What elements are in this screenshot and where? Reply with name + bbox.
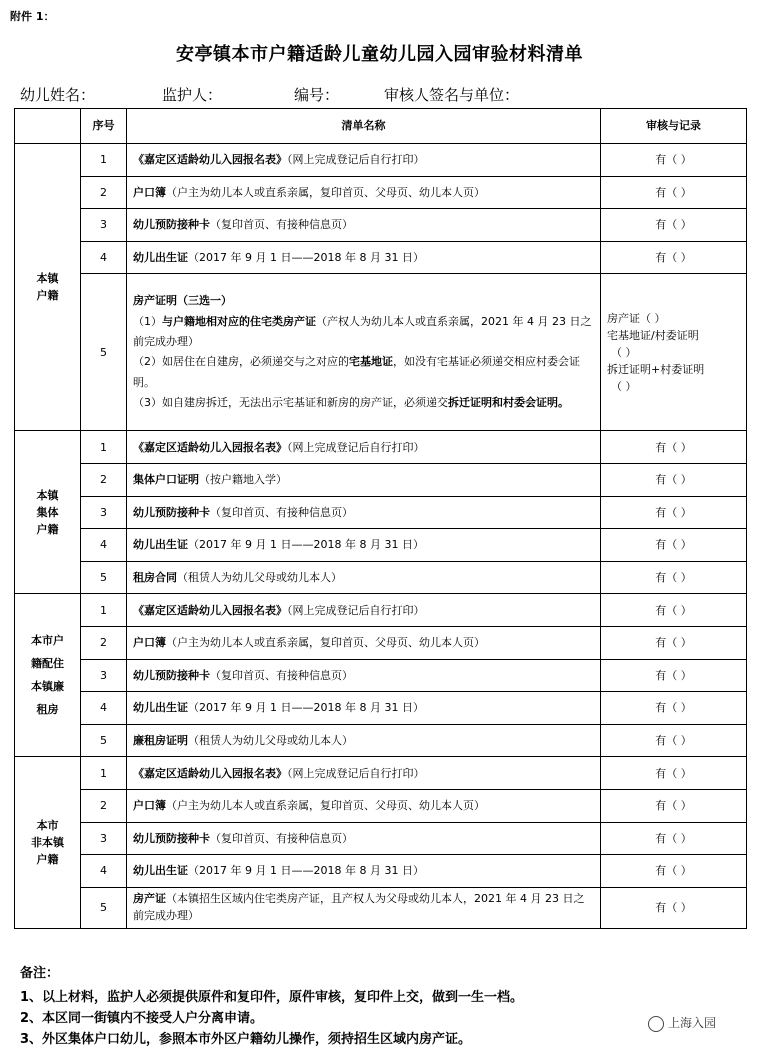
row-number: 4: [81, 241, 127, 274]
row-number: 2: [81, 176, 127, 209]
record-cell: 有（ ）: [601, 659, 747, 692]
category-cell-g1: 本镇 户籍: [15, 144, 81, 431]
item-name: 《嘉定区适龄幼儿入园报名表》（网上完成登记后自行打印）: [127, 144, 601, 177]
row-number: 3: [81, 496, 127, 529]
record-cell: 有（ ）: [601, 594, 747, 627]
row-number: 5: [81, 274, 127, 431]
table-row: [15, 241, 747, 274]
item-name: 幼儿出生证（2017 年 9 月 1 日——2018 年 8 月 31 日）: [127, 692, 601, 725]
row-number: 1: [81, 594, 127, 627]
note-2: 2、本区同一街镇内不接受人户分离申请。: [20, 1011, 264, 1026]
item-name-property: 房产证明（三选一） （1）与户籍地相对应的住宅类房产证（产权人为幼儿本人或直系亲属，2021 年 4 月 23 日之前完成办理） （2）如居住在自建房，必须递交与之对应的宅基地证，如没有宅基证必须递交相应村委会证明。 （3）如自建房拆迁，无法出示宅基证和新房的房产证，必须递交拆迁证明和村委会证明。: [127, 274, 601, 431]
item-name: 户口簿（户主为幼儿本人或直系亲属，复印首页、父母页、幼儿本人页）: [127, 789, 601, 822]
child-name-label: 幼儿姓名：: [20, 86, 96, 104]
reviewer-label: 审核人签名与单位：: [384, 86, 520, 104]
item-name: 《嘉定区适龄幼儿入园报名表》（网上完成登记后自行打印）: [127, 757, 601, 790]
note-1: 1、以上材料，监护人必须提供原件和复印件，原件审核，复印件上交，做到一生一档。: [20, 990, 524, 1005]
record-cell: 有（ ）: [601, 176, 747, 209]
record-cell: 有（ ）: [601, 561, 747, 594]
item-name: 廉租房证明（租赁人为幼儿父母或幼儿本人）: [127, 724, 601, 757]
table-row: [15, 724, 747, 757]
table-row: [15, 176, 747, 209]
category-cell-g4: 本市 非本镇 户籍: [15, 757, 81, 928]
row-number: 2: [81, 789, 127, 822]
record-cell: 有（ ）: [601, 887, 747, 928]
item-name: 房产证（本镇招生区域内住宅类房产证，且产权人为父母或幼儿本人，2021 年 4 月 23 日之前完成办理）: [127, 887, 601, 928]
record-cell: 有（ ）: [601, 757, 747, 790]
item-name: 幼儿预防接种卡（复印首页、有接种信息页）: [127, 822, 601, 855]
table-row: [15, 789, 747, 822]
row-number: 5: [81, 887, 127, 928]
row-number: 1: [81, 431, 127, 464]
table-row: [15, 822, 747, 855]
table-row: [15, 626, 747, 659]
record-cell: 有（ ）: [601, 144, 747, 177]
record-cell: 有（ ）: [601, 209, 747, 242]
item-name: 幼儿预防接种卡（复印首页、有接种信息页）: [127, 209, 601, 242]
row-number: 2: [81, 626, 127, 659]
record-cell-property: 房产证（ ） 宅基地证/村委证明 （ ） 拆迁证明+村委证明 （ ）: [601, 274, 747, 431]
notes-title: 备注：: [20, 966, 60, 981]
header-name: 清单名称: [127, 109, 601, 144]
item-name: 《嘉定区适龄幼儿入园报名表》（网上完成登记后自行打印）: [127, 431, 601, 464]
item-name: 《嘉定区适龄幼儿入园报名表》（网上完成登记后自行打印）: [127, 594, 601, 627]
row-number: 4: [81, 855, 127, 888]
table-row: [15, 274, 747, 431]
table-row: [15, 887, 747, 928]
record-cell: 有（ ）: [601, 626, 747, 659]
row-number: 3: [81, 209, 127, 242]
record-cell: 有（ ）: [601, 724, 747, 757]
table-row: [15, 529, 747, 562]
row-number: 5: [81, 724, 127, 757]
record-cell: 有（ ）: [601, 241, 747, 274]
row-number: 4: [81, 692, 127, 725]
table-row: [15, 757, 747, 790]
wechat-icon: [648, 1016, 664, 1032]
attachment-label: 附件 1：: [10, 10, 55, 23]
item-name: 户口簿（户主为幼儿本人或直系亲属，复印首页、父母页、幼儿本人页）: [127, 176, 601, 209]
record-cell: 有（ ）: [601, 692, 747, 725]
record-cell: 有（ ）: [601, 789, 747, 822]
record-cell: 有（ ）: [601, 822, 747, 855]
record-cell: 有（ ）: [601, 496, 747, 529]
item-name: 租房合同（租赁人为幼儿父母或幼儿本人）: [127, 561, 601, 594]
row-number: 5: [81, 561, 127, 594]
item-name: 幼儿出生证（2017 年 9 月 1 日——2018 年 8 月 31 日）: [127, 529, 601, 562]
category-cell-g2: 本镇 集体 户籍: [15, 431, 81, 594]
table-row: [15, 692, 747, 725]
header-category: [15, 109, 81, 144]
table-row: [15, 496, 747, 529]
row-number: 2: [81, 463, 127, 496]
table-header-row: [15, 109, 747, 144]
table-row: [15, 144, 747, 177]
guardian-label: 监护人：: [162, 86, 223, 104]
header-record: 审核与记录: [601, 109, 747, 144]
record-cell: 有（ ）: [601, 855, 747, 888]
category-cell-g3: 本市户 籍配住 本镇廉 租房: [15, 594, 81, 757]
row-number: 1: [81, 757, 127, 790]
materials-table: [14, 108, 747, 929]
header-no: 序号: [81, 109, 127, 144]
row-number: 4: [81, 529, 127, 562]
number-label: 编号：: [294, 86, 340, 104]
note-3: 3、外区集体户口幼儿，参照本市外区户籍幼儿操作，须持招生区域内房产证。: [20, 1032, 472, 1047]
record-cell: 有（ ）: [601, 431, 747, 464]
item-name: 幼儿预防接种卡（复印首页、有接种信息页）: [127, 659, 601, 692]
item-name: 幼儿预防接种卡（复印首页、有接种信息页）: [127, 496, 601, 529]
watermark: 上海入园: [648, 1014, 716, 1032]
table-row: [15, 561, 747, 594]
row-number: 3: [81, 822, 127, 855]
table-row: [15, 594, 747, 627]
table-row: [15, 659, 747, 692]
page-title: 安亭镇本市户籍适龄儿童幼儿园入园审验材料清单: [176, 44, 583, 65]
record-cell: 有（ ）: [601, 463, 747, 496]
table-row: [15, 855, 747, 888]
table-row: [15, 463, 747, 496]
table-row: [15, 209, 747, 242]
item-name: 集体户口证明（按户籍地入学）: [127, 463, 601, 496]
record-cell: 有（ ）: [601, 529, 747, 562]
item-name: 户口簿（户主为幼儿本人或直系亲属，复印首页、父母页、幼儿本人页）: [127, 626, 601, 659]
item-name: 幼儿出生证（2017 年 9 月 1 日——2018 年 8 月 31 日）: [127, 241, 601, 274]
row-number: 3: [81, 659, 127, 692]
table-row: [15, 431, 747, 464]
row-number: 1: [81, 144, 127, 177]
item-name: 幼儿出生证（2017 年 9 月 1 日——2018 年 8 月 31 日）: [127, 855, 601, 888]
